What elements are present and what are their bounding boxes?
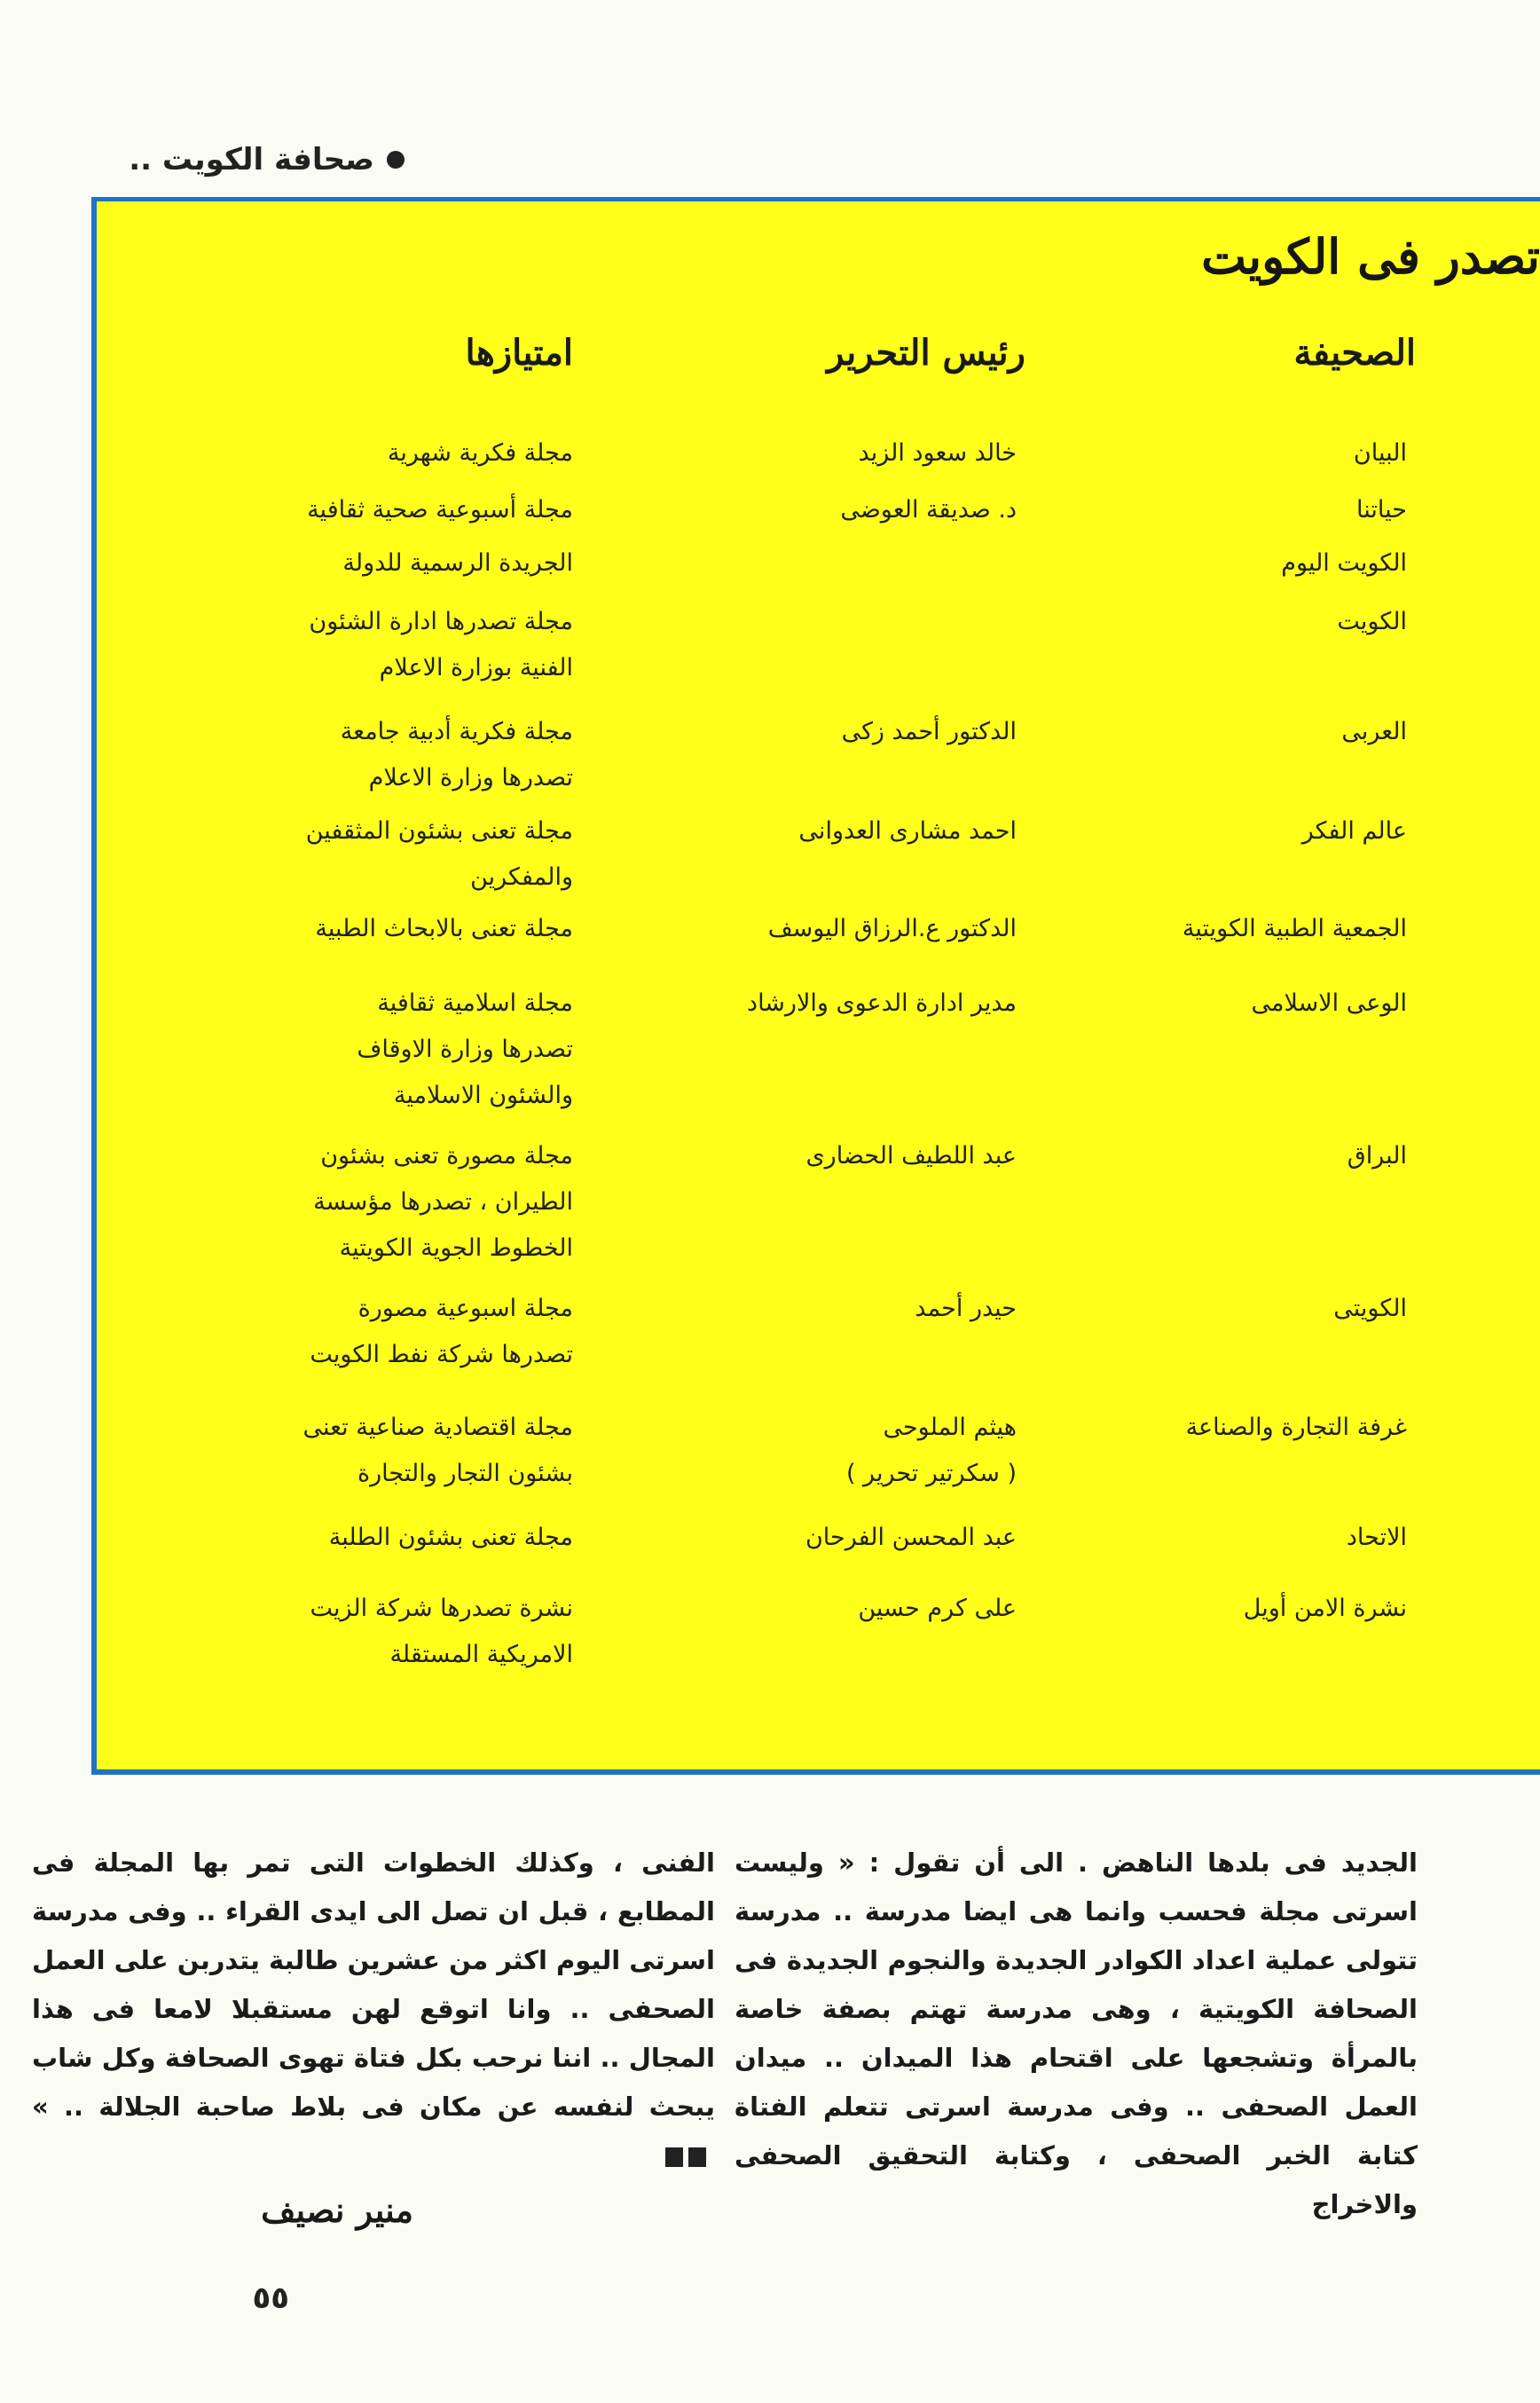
- cell-owner-line: مجلة فكرية شهرية: [387, 439, 573, 467]
- article-body: [0, 1839, 1540, 2336]
- cell-owner: [342, 540, 573, 587]
- cell-paper: البراق: [1347, 1142, 1407, 1170]
- cell-paper: البيان: [1353, 439, 1407, 467]
- page-number: ٥٥: [252, 2281, 289, 2316]
- cell-editor: عبد اللطيف الحضارى: [805, 1142, 1017, 1170]
- article-paragraph-right: الجديد فى بلدها الناهض . الى أن تقول : « وليست اسرتى مجلة فحسب وانما هى ايضا مدرسة .. مدرسة تتولى عملية اعداد الكوادر الجديدة والنجوم الجديدة فى الصحافة الكويتية ، وهى مدرسة تهتم بصفة خاصة بالمرأة وتشجعها على اقتحام هذا الميدان .. ميدان العمل الصحفى .. وفى مدرسة اسرتى تتعلم الفتاة كتابة الخبر الصحفى ، وكتابة التحقيق الصحفى والاخراج: [735, 1848, 1418, 2219]
- cell-owner: [315, 906, 573, 952]
- column-header-paper: الصحيفة: [1293, 332, 1416, 374]
- cell-owner-line: نشرة تصدرها شركة الزيت: [310, 1595, 573, 1622]
- cell-owner: [310, 1586, 574, 1678]
- cell-owner: [303, 1405, 574, 1497]
- cell-paper: حياتنا: [1356, 496, 1407, 524]
- cell-owner-line: الفنية بوزارة الاعلام: [379, 654, 573, 682]
- cell-owner-line: مجلة اسبوعية مصورة: [358, 1295, 573, 1322]
- article-paragraph-left: [32, 1839, 715, 2180]
- running-header-text: صحافة الكويت ..: [129, 142, 374, 177]
- column-header-editor: رئيس التحرير: [827, 332, 1025, 374]
- cell-owner-line: والمفكرين: [470, 863, 573, 891]
- cell-owner-line: مجلة تصدرها ادارة الشئون: [309, 608, 573, 635]
- cell-paper: الكويت: [1337, 608, 1407, 635]
- cell-editor: الدكتور أحمد زكى: [841, 718, 1017, 745]
- cell-owner-line: الجريدة الرسمية للدولة: [342, 549, 573, 577]
- cell-editor: مدير ادارة الدعوى والارشاد: [747, 989, 1017, 1017]
- box-title: تصدر فى الكويت: [1201, 228, 1540, 285]
- cell-owner: [357, 981, 573, 1119]
- cell-owner: [341, 709, 573, 801]
- article-text-left: الفنى ، وكذلك الخطوات التى تمر بها المجلة فى المطابع ، قبل ان تصل الى ايدى القراء .. وفى مدرسة اسرتى اليوم اكثر من عشرين طالبة يتدربن على العمل الصحفى .. وانا اتوقع لهن مستقبلا لامعا فى هذا المجال .. اننا نرحب بكل فتاة تهوى الصحافة وكل شاب يبحث لنفسه عن مكان فى بلاط صاحبة الجلالة .. »: [32, 1848, 715, 2122]
- cell-editor: هيثم الملوحى ( سكرتير تحرير ): [845, 1414, 1017, 1487]
- cell-owner-line: مجلة تعنى بشئون الطلبة: [328, 1524, 573, 1551]
- cell-owner-line: مجلة مصورة تعنى بشئون: [320, 1142, 573, 1170]
- cell-owner-line: والشئون الاسلامية: [393, 1082, 573, 1109]
- cell-owner-line: مجلة اسلامية ثقافية: [377, 989, 573, 1017]
- article-column-left: [32, 1839, 715, 2180]
- cell-owner-line: بشئون التجار والتجارة: [357, 1460, 573, 1487]
- cell-owner-line: تصدرها وزارة الاوقاف: [357, 1036, 573, 1063]
- cell-owner-line: مجلة فكرية أدبية جامعة: [340, 718, 573, 745]
- cell-owner-line: مجلة اقتصادية صناعية تعنى: [302, 1414, 573, 1441]
- cell-owner-line: مجلة تعنى بالابحاث الطبية: [315, 915, 573, 942]
- bullet-icon: [387, 151, 405, 169]
- cell-owner-line: الطيران ، تصدرها مؤسسة: [313, 1188, 573, 1216]
- cell-owner: [307, 487, 573, 533]
- cell-editor: حيدر أحمد: [915, 1295, 1017, 1322]
- cell-owner: [310, 1286, 573, 1378]
- cell-paper: الكويت اليوم: [1281, 549, 1407, 577]
- cell-paper: نشرة الامن أويل: [1243, 1595, 1407, 1622]
- article-column-right: [735, 1839, 1418, 2229]
- cell-paper: العربى: [1341, 718, 1407, 745]
- cell-owner-line: تصدرها وزارة الاعلام: [368, 764, 573, 792]
- column-header-owner: امتيازها: [465, 332, 573, 374]
- end-mark-icon: [665, 2147, 706, 2167]
- cell-paper: الكويتى: [1333, 1295, 1407, 1322]
- cell-owner-line: مجلة تعنى بشئون المثقفين: [305, 817, 573, 845]
- cell-paper: غرفة التجارة والصناعة: [1185, 1414, 1407, 1441]
- running-header: [50, 142, 405, 177]
- cell-paper: الاتحاد: [1346, 1524, 1407, 1551]
- cell-editor: احمد مشارى العدوانى: [798, 817, 1017, 845]
- cell-editor: د. صديقة العوضى: [840, 496, 1017, 524]
- cell-owner-line: الامريكية المستقلة: [389, 1641, 573, 1668]
- cell-owner-line: تصدرها شركة نفط الكويت: [310, 1341, 573, 1368]
- cell-owner: [309, 599, 573, 691]
- cell-editor: على كرم حسين: [858, 1595, 1017, 1622]
- cell-paper: الوعى الاسلامى: [1251, 989, 1407, 1017]
- cell-paper: الجمعية الطبية الكويتية: [1182, 915, 1407, 942]
- cell-owner-line: مجلة أسبوعية صحية ثقافية: [307, 496, 573, 524]
- cell-owner: [306, 808, 573, 901]
- cell-editor: الدكتور ع.الرزاق اليوسف: [767, 915, 1017, 942]
- cell-owner: [313, 1133, 573, 1272]
- cell-paper: عالم الفكر: [1301, 817, 1407, 845]
- cell-editor: خالد سعود الزيد: [858, 439, 1017, 467]
- cell-owner: [329, 1515, 573, 1561]
- author-name: منير نصيف: [261, 2190, 413, 2230]
- publications-box: [91, 197, 1540, 1775]
- cell-owner: [388, 430, 573, 477]
- cell-editor: عبد المحسن الفرحان: [805, 1524, 1017, 1551]
- cell-owner-line: الخطوط الجوية الكويتية: [339, 1234, 573, 1262]
